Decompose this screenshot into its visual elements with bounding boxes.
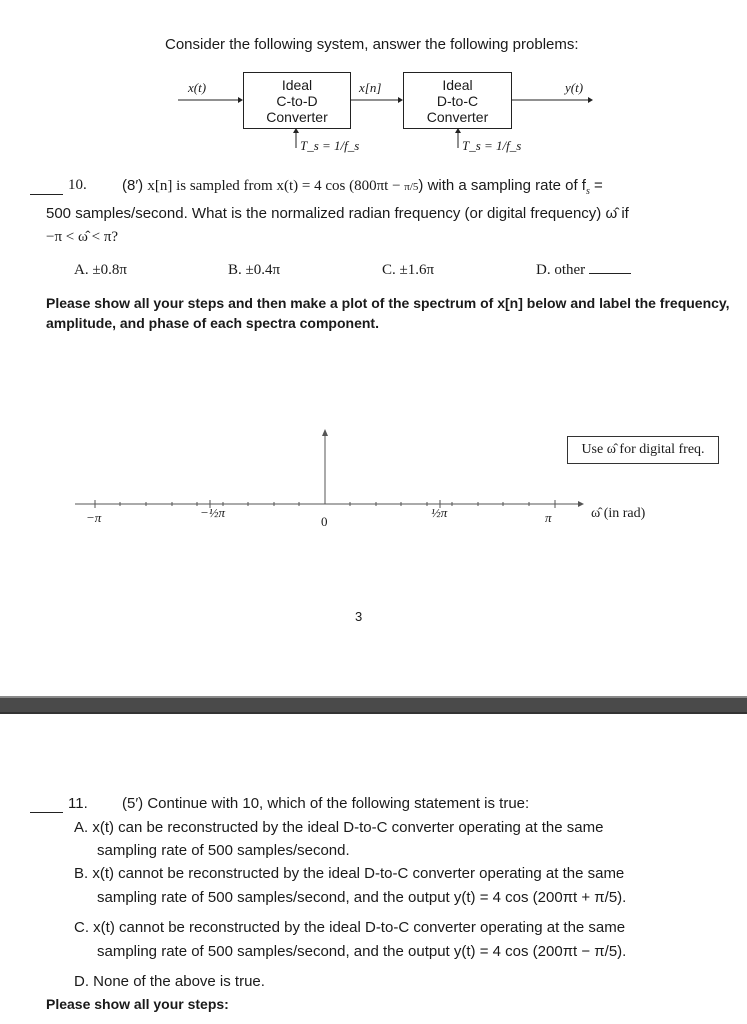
q10-pi-over-5: π/5 <box>404 181 419 193</box>
q10-option-b: B. ±0.4π <box>228 262 281 278</box>
discrete-signal-label: x[n] <box>359 80 382 95</box>
q11-number: 11. <box>68 795 88 812</box>
q11-option-a-line2: sampling rate of 500 samples/second. <box>97 842 350 859</box>
frequency-axis-label: ω̂ (in rad) <box>591 506 646 521</box>
spectrum-plot-axes[interactable] <box>0 420 747 540</box>
d-to-c-line3: Converter <box>426 108 489 125</box>
sampling-period-label-2: T_s = 1/f_s <box>462 138 522 153</box>
sampling-period-label-1: T_s = 1/f_s <box>300 138 360 153</box>
q11-stem: (5′) Continue with 10, which of the following statement is true: <box>122 795 530 812</box>
q10-option-d <box>536 262 631 279</box>
digital-frequency-hint: Use ω̂ for digital freq. <box>567 436 719 464</box>
d-to-c-line2: D-to-C <box>436 92 479 109</box>
tick-label-neg-pi: −π <box>86 510 102 525</box>
instruction-heading: Consider the following system, answer the following problems: <box>165 36 579 53</box>
q11-option-d: D. None of the above is true. <box>74 973 265 990</box>
q10-line1-c: = <box>589 177 603 194</box>
tick-label-neg-half-pi: −½π <box>200 505 226 520</box>
q10-answer-blank[interactable] <box>30 194 63 195</box>
q10-line1-a: x[n] is sampled from x(t) = 4 cos (800πt − <box>147 178 405 194</box>
q11-option-b-line1: B. x(t) cannot be reconstructed by the ideal D-to-C converter operating at the same <box>74 865 625 882</box>
frequency-axis-arrowhead <box>578 501 584 507</box>
c-to-d-line2: C-to-D <box>276 92 318 109</box>
q10-option-a: A. ±0.8π <box>74 262 127 278</box>
q11-option-c-line1: C. x(t) cannot be reconstructed by the ideal D-to-C converter operating at the same <box>74 919 626 936</box>
q10-instruction-line2: amplitude, and phase of each spectra component. <box>46 315 379 331</box>
q10-number: 10. <box>68 177 87 193</box>
q10-line2: 500 samples/second. What is the normalized radian frequency (or digital frequency) ω̂ if <box>46 205 629 222</box>
q10-instruction-line1: Please show all your steps and then make a plot of the spectrum of x[n] below and label the frequency, <box>46 295 730 311</box>
d-to-c-converter-block <box>403 72 512 129</box>
tick-label-zero: 0 <box>321 514 328 529</box>
q10-subscript-s: s <box>585 186 590 197</box>
q10-line3: −π < ω̂ < π? <box>46 229 119 245</box>
q10-option-d-label: D. other <box>536 262 586 278</box>
q11-option-a-line1: A. x(t) can be reconstructed by the ideal D-to-C converter operating at the same <box>74 819 604 836</box>
c-to-d-line3: Converter <box>266 108 328 125</box>
q10-line1 <box>122 177 603 197</box>
q10-option-c: C. ±1.6π <box>382 262 435 278</box>
q10-option-d-blank[interactable] <box>589 273 631 274</box>
q11-option-c-line2: sampling rate of 500 samples/second, and the output y(t) = 4 cos (200πt − π/5). <box>97 943 627 960</box>
q11-footer-instruction: Please show all your steps: <box>46 996 229 1012</box>
page-number: 3 <box>355 609 363 624</box>
magnitude-axis-arrowhead <box>322 429 328 436</box>
q10-line1-b: ) with a sampling rate of f <box>418 177 586 194</box>
d-to-c-line1: Ideal <box>442 76 473 93</box>
tick-label-half-pi: ½π <box>431 505 448 520</box>
c-to-d-converter-block <box>243 72 351 129</box>
q10-points: (8′) <box>122 177 144 194</box>
input-signal-label: x(t) <box>188 80 207 95</box>
output-arrowhead <box>588 97 593 103</box>
q11-option-b-line2: sampling rate of 500 samples/second, and the output y(t) = 4 cos (200πt + π/5). <box>97 889 627 906</box>
q11-answer-blank[interactable] <box>30 812 63 813</box>
output-signal-label: y(t) <box>565 80 584 95</box>
c-to-d-line1: Ideal <box>281 76 313 93</box>
tick-label-pi: π <box>545 510 552 525</box>
page-divider <box>0 696 747 714</box>
